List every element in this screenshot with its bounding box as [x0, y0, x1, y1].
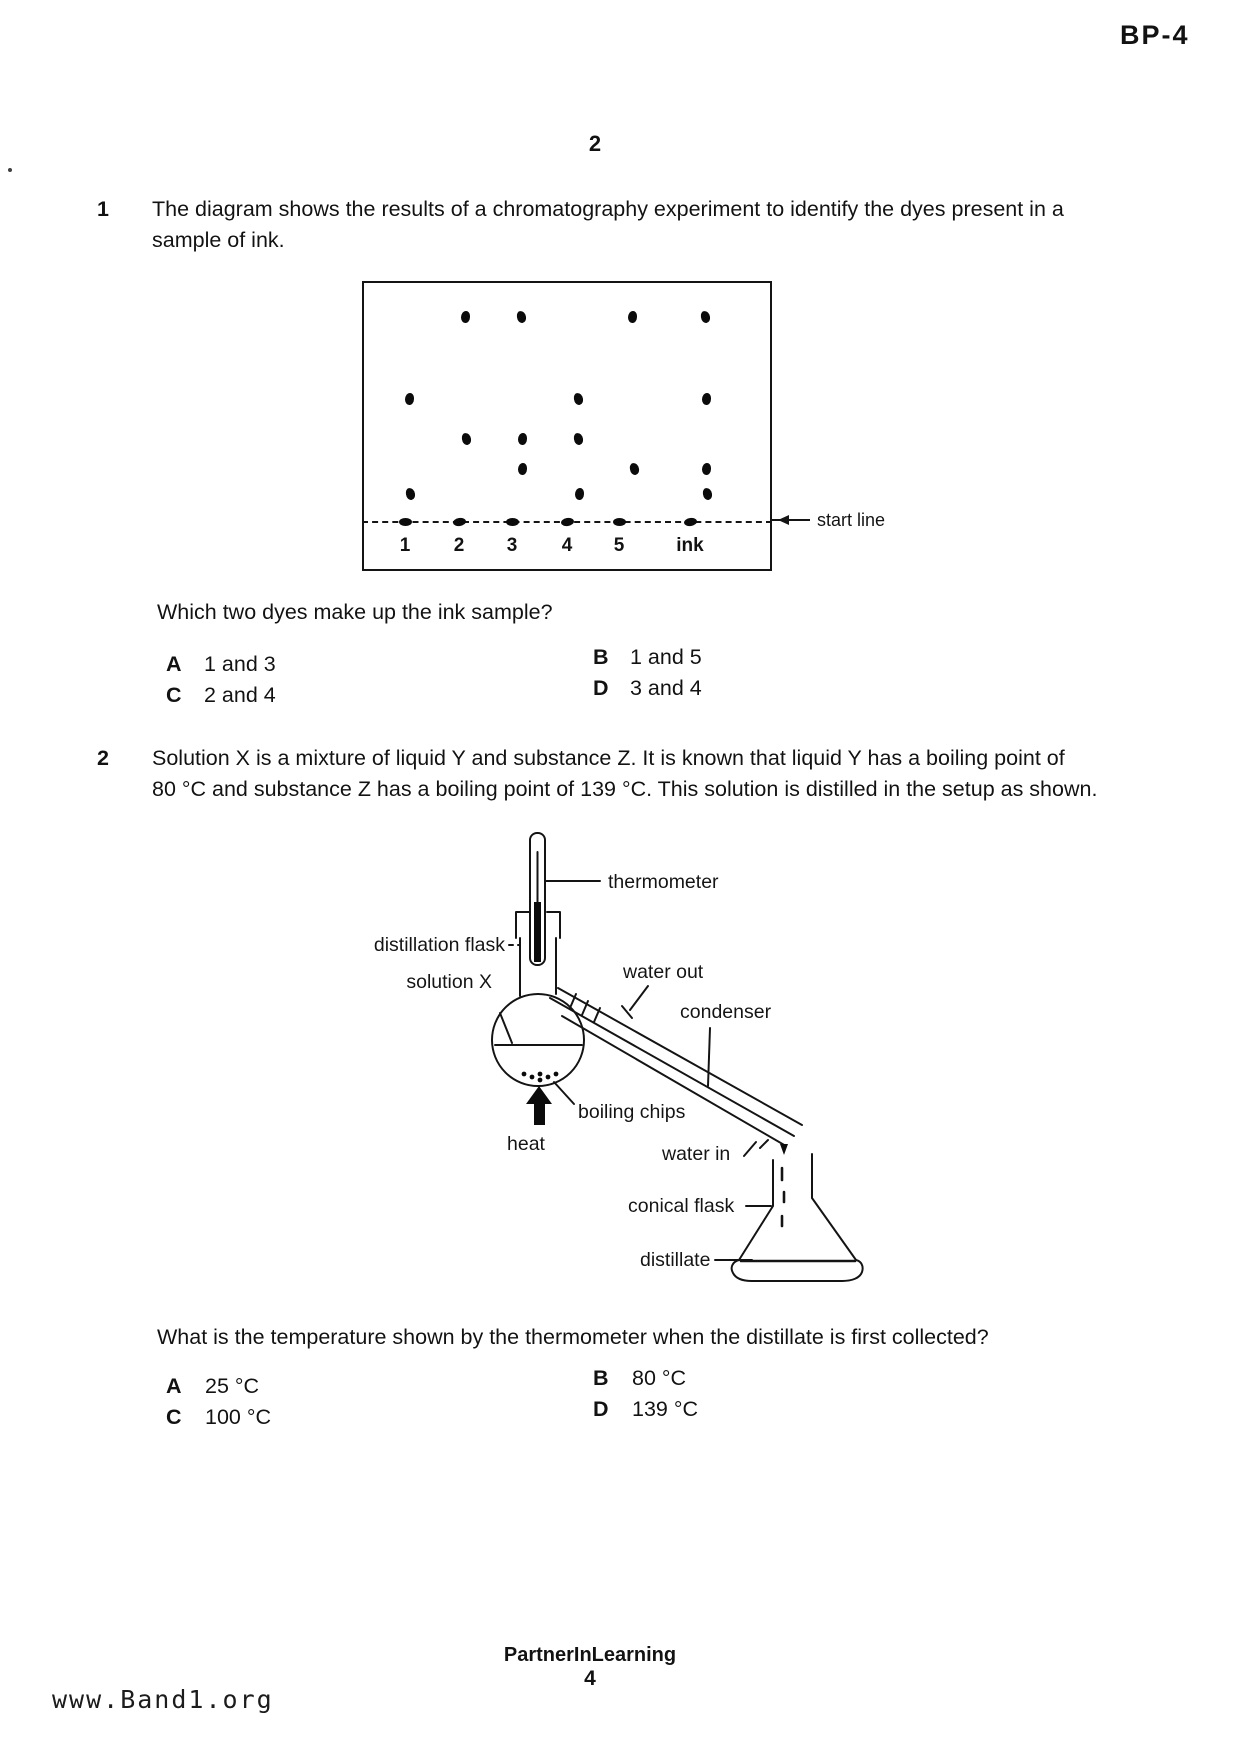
dye-spot	[399, 518, 412, 526]
lane-label: 3	[506, 535, 518, 556]
solution-x-label: solution X	[406, 971, 492, 993]
lane-label: ink	[676, 535, 704, 556]
scan-dot-artifact	[8, 168, 12, 172]
q1-option-d-letter: D	[593, 676, 609, 700]
question-2-stem-line-2: 80 °C and substance Z has a boiling point of 139 °C. This solution is distilled in the setup as shown.	[152, 777, 1098, 801]
q1-option-a-text: 1 and 3	[204, 652, 276, 676]
dye-spot	[518, 463, 527, 475]
condenser-label: condenser	[680, 1001, 772, 1023]
question-1-number: 1	[97, 197, 109, 221]
dye-spot	[573, 432, 584, 445]
q1-option-b-text: 1 and 5	[630, 645, 702, 669]
start-line-callout	[770, 511, 885, 529]
dye-spot	[461, 432, 472, 445]
lane-label: 5	[613, 535, 625, 556]
dye-spot	[405, 487, 416, 500]
conical-flask-label: conical flask	[628, 1195, 735, 1217]
start-line-label: start line	[817, 509, 886, 530]
footer-watermark: www.Band1.org	[52, 1685, 274, 1714]
question-1-stem	[152, 194, 1112, 256]
question-2-stem	[152, 743, 1127, 805]
dye-spot	[461, 311, 470, 323]
distillate-label: distillate	[640, 1249, 711, 1271]
boiling-chips	[522, 1072, 559, 1083]
page-number-bottom: 4	[584, 1667, 596, 1690]
question-1-stem-line-1: The diagram shows the results of a chromatography experiment to identify the dyes present in a	[152, 197, 1064, 221]
question-2-text: What is the temperature shown by the thermometer when the distillate is first collected?	[157, 1325, 989, 1349]
dye-spot	[405, 393, 414, 405]
distillation-flask-label: distillation flask	[373, 934, 505, 956]
q2-option-c-text: 100 °C	[205, 1405, 271, 1429]
distillate-drips	[780, 1144, 788, 1226]
q1-option-a-letter: A	[166, 652, 182, 676]
chromatography-figure	[362, 281, 772, 571]
thermometer-label: thermometer	[608, 871, 719, 893]
q1-option-c-text: 2 and 4	[204, 683, 276, 707]
dye-spot	[452, 517, 466, 527]
heat-arrow-icon	[526, 1086, 552, 1104]
q2-option-a-letter: A	[166, 1374, 182, 1398]
dye-spot	[516, 310, 527, 323]
conical-flask	[732, 1154, 863, 1281]
question-1-text: Which two dyes make up the ink sample?	[157, 600, 553, 624]
dye-spot	[628, 311, 637, 323]
water-in-label: water in	[662, 1143, 731, 1165]
q1-option-b-letter: B	[593, 645, 609, 669]
lane-label: 4	[561, 535, 573, 556]
dye-spot	[702, 487, 713, 500]
q2-option-d-letter: D	[593, 1397, 609, 1421]
q2-option-b-text: 80 °C	[632, 1366, 687, 1390]
thermometer-mercury	[534, 902, 541, 962]
q2-option-b-letter: B	[593, 1366, 609, 1390]
paper-code: BP-4	[1120, 20, 1190, 50]
page-number-top: 2	[588, 131, 602, 156]
distillation-figure	[330, 815, 920, 1295]
dye-spot	[575, 488, 584, 500]
dye-spot	[506, 518, 519, 526]
question-2-number: 2	[97, 746, 109, 770]
left-arrow-icon	[770, 511, 810, 529]
heat-label: heat	[507, 1133, 545, 1155]
dye-spot	[613, 518, 626, 526]
lane-label: 1	[399, 535, 411, 556]
question-1-stem-line-2: sample of ink.	[152, 228, 285, 252]
dye-spot	[560, 517, 574, 527]
dye-spot	[700, 310, 711, 323]
dye-spot	[702, 463, 711, 475]
dye-spot	[573, 392, 584, 405]
water-out-label: water out	[623, 961, 704, 983]
dye-spot	[683, 517, 697, 527]
q1-option-c-letter: C	[166, 683, 182, 707]
footer-brand: PartnerInLearning	[503, 1644, 677, 1666]
question-2-stem-line-1: Solution X is a mixture of liquid Y and substance Z. It is known that liquid Y has a boiling point of	[152, 746, 1065, 770]
dye-spot	[702, 393, 711, 405]
dye-spot	[629, 462, 640, 475]
lane-label: 2	[453, 535, 465, 556]
dye-spot	[518, 433, 527, 445]
boiling-chips-label: boiling chips	[578, 1101, 686, 1123]
q2-option-a-text: 25 °C	[205, 1374, 260, 1398]
q2-option-d-text: 139 °C	[632, 1397, 698, 1421]
q1-option-d-text: 3 and 4	[630, 676, 702, 700]
q2-option-c-letter: C	[166, 1405, 182, 1429]
